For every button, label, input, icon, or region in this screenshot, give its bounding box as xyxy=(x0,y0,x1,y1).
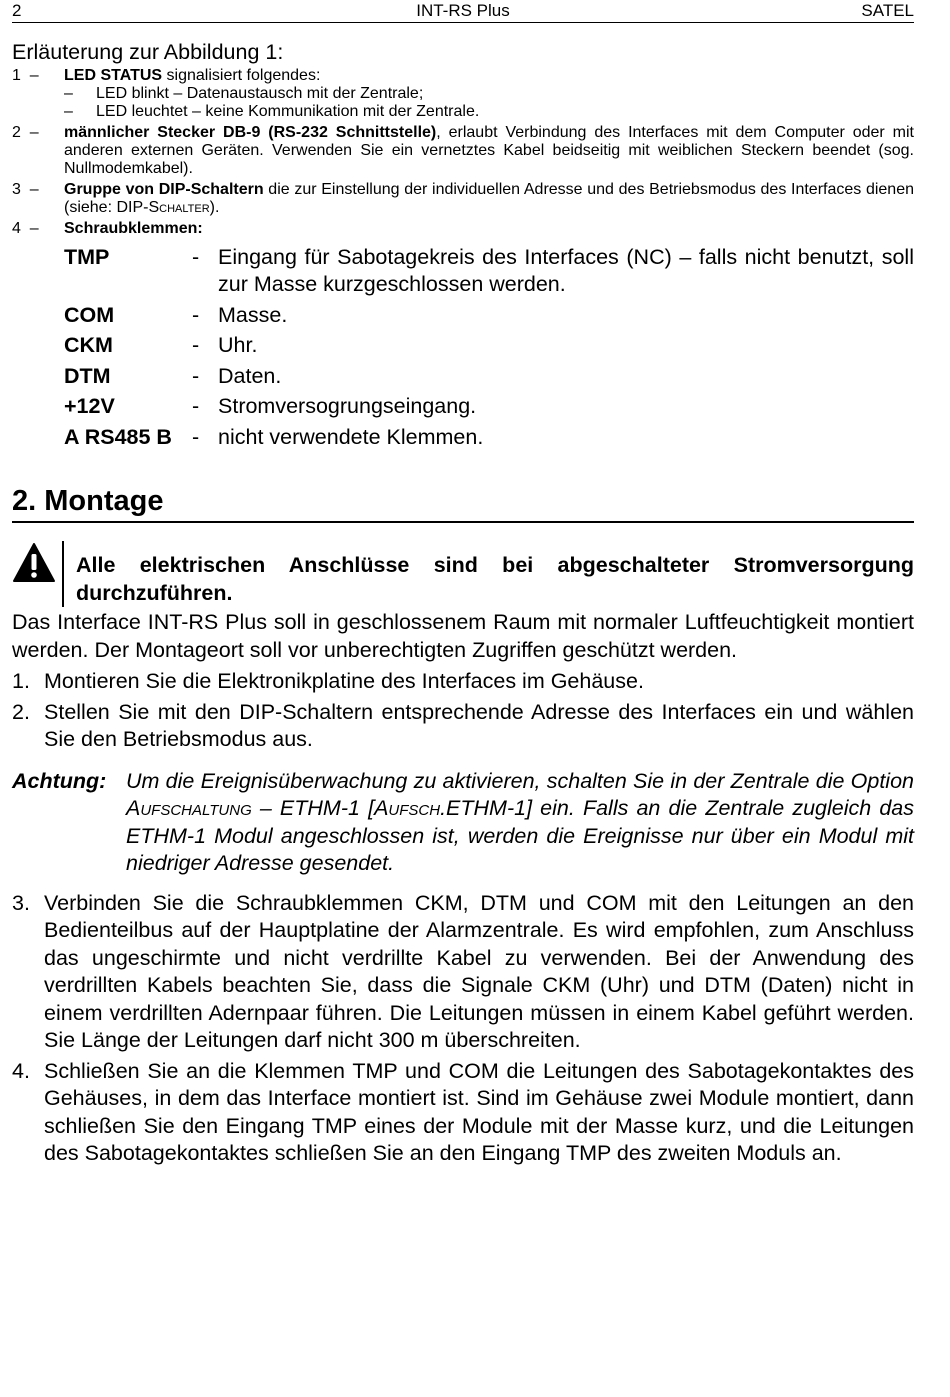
terminal-description: Stromversogrungseingang. xyxy=(218,394,477,418)
warning-icon xyxy=(12,541,62,607)
led-state-item xyxy=(12,85,914,103)
step-text: Stellen Sie mit den DIP-Schaltern entsprechende Adresse des Interfaces ein und wählen Sie den Betriebsmodus aus. xyxy=(44,699,914,751)
terminal-description: Masse. xyxy=(218,302,288,327)
warning-text: Alle elektrischen Anschlüsse sind bei abgeschalteter Stromversorgung durchzuführen. xyxy=(76,553,914,605)
legend-item-term: Schraubklemmen: xyxy=(64,219,203,237)
terminal-row: A RS485 B - nicht verwendete Klemmen. xyxy=(64,424,914,452)
led-state-text: LED blinkt – Datenaustausch mit der Zentrale; xyxy=(96,84,424,102)
legend-item-term: männlicher Stecker DB-9 (RS-232 Schnittstelle) xyxy=(64,123,437,141)
note-block xyxy=(12,768,914,878)
legend-item-number: 4 – xyxy=(12,219,39,237)
terminal-name: CKM xyxy=(64,333,113,357)
document-title: INT-RS Plus xyxy=(416,1,510,20)
legend-item-term: LED STATUS xyxy=(64,66,163,84)
list-item xyxy=(12,890,914,1055)
warning-divider xyxy=(62,541,64,607)
led-state-text: LED leuchtet – keine Kommunikation mit der Zentrale. xyxy=(96,102,480,120)
led-state-item xyxy=(12,103,914,121)
legend-item-text: , erlaubt Verbindung des Interfaces mit dem Computer oder mit anderen externen Geräten. Verwenden Sie ein vernetztes Kabel beidseitig mit weiblichen Steckern beendet (sog. Nullmodemkabel). xyxy=(64,123,914,177)
steps-list-continued xyxy=(12,890,914,1168)
brand-name: SATEL xyxy=(861,1,914,20)
cross-reference: DIP-Schalter xyxy=(116,198,210,216)
terminal-name: +12V xyxy=(64,394,115,418)
figure-legend-intro: Erläuterung zur Abbildung 1: xyxy=(12,40,284,64)
terminal-name: A RS485 B xyxy=(64,424,172,449)
page-number: 2 xyxy=(12,1,22,20)
step-number: 4. xyxy=(12,1058,30,1083)
terminal-list xyxy=(12,244,914,452)
terminal-row: CKM - Uhr. xyxy=(64,332,914,360)
terminal-row: TMP - Eingang für Sabotagekreis des Interfaces (NC) – falls nicht benutzt, soll zur Masse kurzgeschlossen werden. xyxy=(64,244,914,299)
terminal-description: Uhr. xyxy=(218,333,258,357)
terminal-description: Eingang für Sabotagekreis des Interfaces (NC) – falls nicht benutzt, soll zur Masse kurzgeschlossen werden. xyxy=(218,244,914,296)
list-item xyxy=(12,699,914,754)
legend-item-number: 1 – xyxy=(12,66,39,84)
note-label: Achtung: xyxy=(12,768,107,793)
terminal-name: TMP xyxy=(64,244,110,269)
legend-item-4 xyxy=(12,220,914,238)
section-heading: 2. Montage xyxy=(12,483,914,523)
step-text: Schließen Sie an die Klemmen TMP und COM die Leitungen des Sabotagekontaktes des Gehäuses, in dem das Interface montiert ist. Sind im Gehäuse zwei Module montiert, dann schließen Sie den Eingang TMP eines der Module mit der Masse kurz, und die Leitungen des Sabotagekontaktes schließen Sie an den Eingang TMP des zweiten Moduls an. xyxy=(44,1058,914,1165)
legend-item-2 xyxy=(12,124,914,178)
list-item xyxy=(12,668,914,696)
step-number: 1. xyxy=(12,669,30,693)
step-number: 2. xyxy=(12,699,30,724)
legend-item-term: Gruppe von DIP-Schaltern xyxy=(64,180,264,198)
manual-page xyxy=(12,0,914,1168)
terminal-name: DTM xyxy=(64,363,111,388)
page-header xyxy=(12,0,914,23)
terminal-row: DTM - Daten. xyxy=(64,363,914,391)
step-number: 3. xyxy=(12,890,30,915)
terminal-description: Daten. xyxy=(218,363,282,388)
legend-item-number: 2 – xyxy=(12,123,39,141)
warning-box xyxy=(12,541,914,607)
legend-item-text: signalisiert folgendes: xyxy=(162,66,321,84)
terminal-row: COM - Masse. xyxy=(64,302,914,330)
montage-paragraph: Das Interface INT-RS Plus soll in geschlossenem Raum mit normaler Luftfeuchtigkeit montiert werden. Der Montageort soll vor unberechtigten Zugriffen geschützt werden. xyxy=(12,610,914,662)
step-text: Verbinden Sie die Schraubklemmen CKM, DTM und COM mit den Leitungen an den Bedienteilbus auf der Hauptplatine der Alarmzentrale. Es wird empfohlen, zum Anschluss das ungeschirmte und nicht verdrillte Kabel zu verwenden. Bei der Anwendung des verdrillten Kabels beachten Sie, dass die Signale CKM (Uhr) und DTM (Daten) nicht in einem verdrillten Adernpaar führen. Die Leitungen müssen in einem Kabel geführt werden. Sie Länge der Leitungen darf nicht 300 m überschreiten. xyxy=(44,890,914,1052)
legend-item-text: die zur Einstellung der individuellen Adresse und des Betriebsmodus des Interfaces dienen (siehe: xyxy=(64,180,914,216)
legend-item-3: 3 – Gruppe von DIP-Schaltern die zur Einstellung der individuellen Adresse und des Betriebsmodus des Interfaces dienen (siehe: DIP-Schalter). xyxy=(12,180,914,216)
legend-item-1 xyxy=(12,67,914,85)
list-dash: – xyxy=(64,84,73,102)
terminal-name: COM xyxy=(64,302,115,327)
legend-item-number: 3 – xyxy=(12,180,39,198)
list-item xyxy=(12,1058,914,1168)
step-text: Montieren Sie die Elektronikplatine des Interfaces im Gehäuse. xyxy=(44,669,644,693)
terminal-description: nicht verwendete Klemmen. xyxy=(218,424,484,449)
terminal-row: +12V - Stromversogrungseingang. xyxy=(64,393,914,421)
note-text: Um die Ereignisüberwachung zu aktivieren, schalten Sie in der Zentrale die Option Aufschaltung – ETHM-1 [Aufsch.ETHM-1] ein. Falls an die Zentrale zugleich das ETHM-1 Modul angeschlossen ist, werden die Ereignisse nur über ein Modul mit niedriger Adresse gesendet. xyxy=(126,768,914,875)
steps-list xyxy=(12,668,914,754)
list-dash: – xyxy=(64,102,73,120)
